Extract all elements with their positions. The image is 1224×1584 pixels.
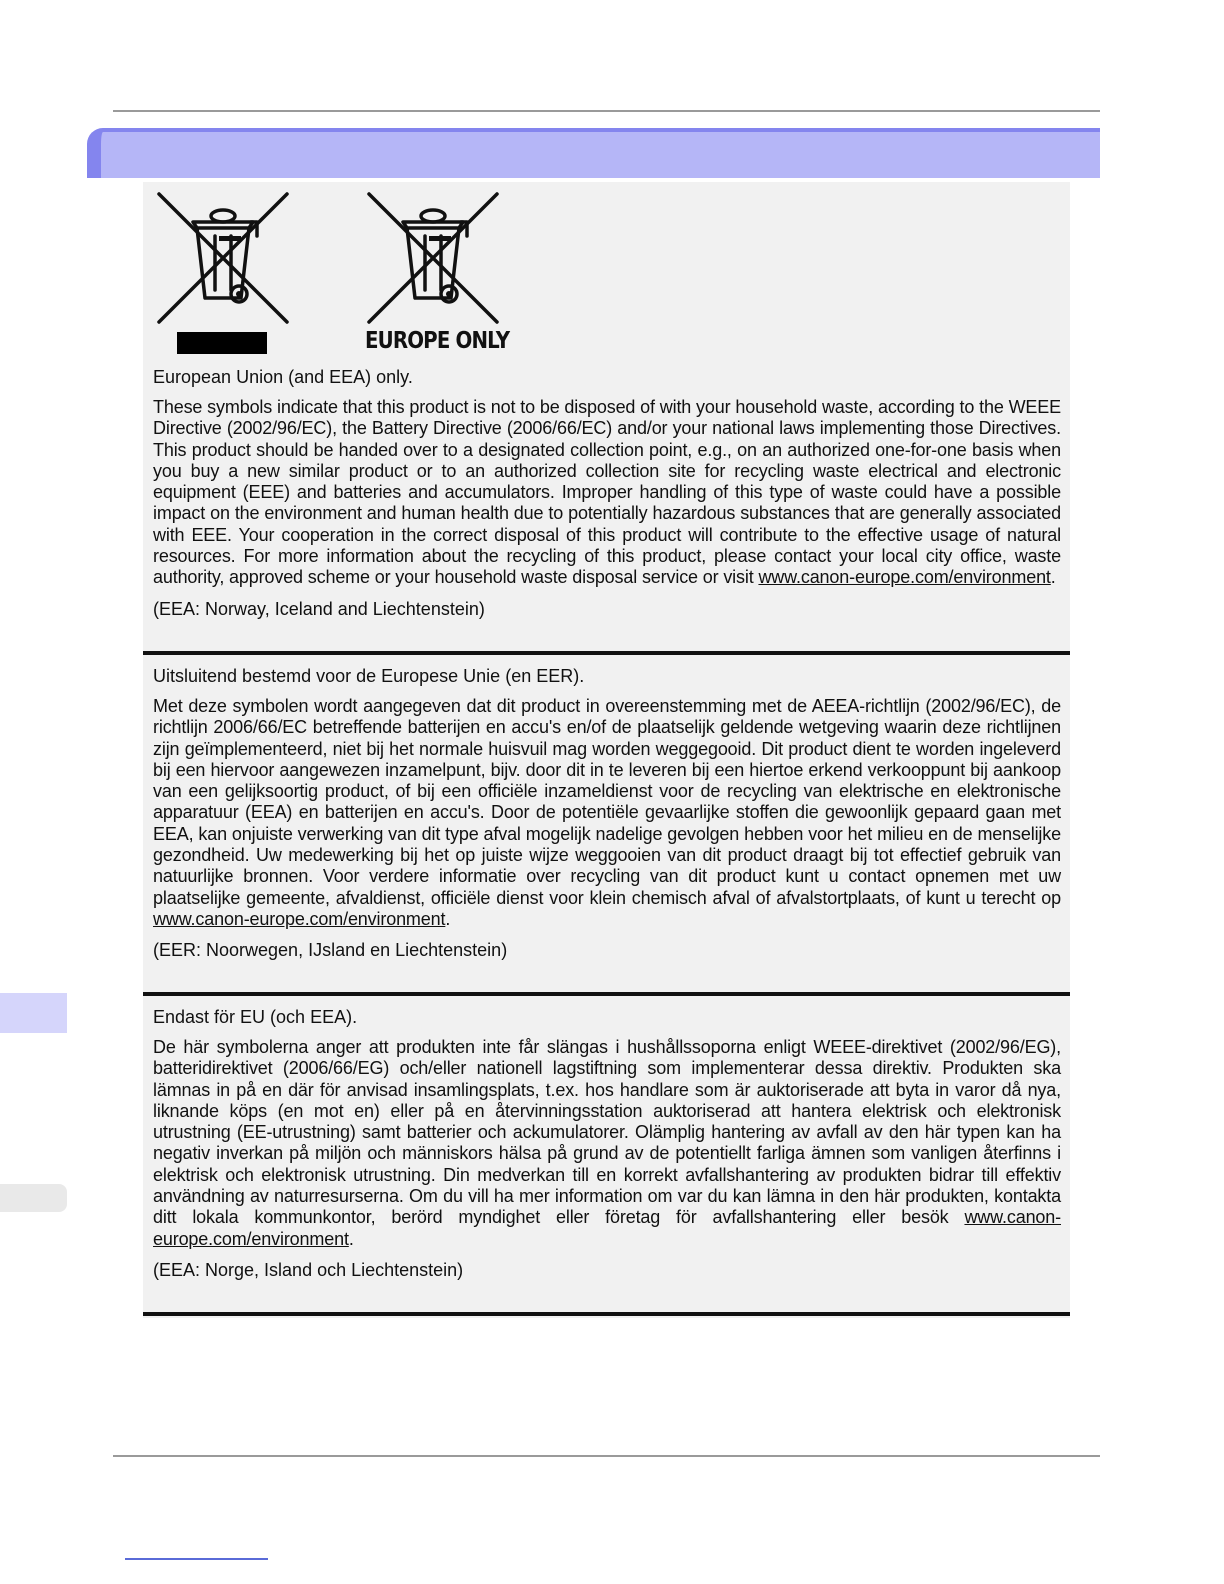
notice-title: European Union (and EEA) only.: [153, 367, 413, 387]
notice-swedish: [143, 1005, 1070, 1282]
crossed-out-bin-icon: [363, 188, 503, 328]
section-side-tab[interactable]: [0, 1184, 67, 1212]
section-divider: [143, 651, 1070, 655]
notice-dutch: [143, 664, 1070, 962]
notice-title: Uitsluitend bestemd voor de Europese Unie (en EER).: [153, 666, 585, 686]
notice-body: De här symbolerna anger att produkten inte får slängas i hushållssoporna enligt WEEE-direktivet (2002/96/EG), batteridirektivet (2006/66/EG) och/eller nationell lagstiftning som implementerar dessa direktiv. Produkten ska lämnas in på en där för anvisad insamlingsplats, t.ex. hos handlare som är auktoriserade att byta in varor då nya, liknande köps (en mot en) eller på en återvinningsstation auktoriserad att hantera elektrisk och elektronisk utrustning (EE-utrustning) samt batterier och ackumulatorer. Olämplig hantering av avfall av den här typen kan ha negativ inverkan på miljön och människors hälsa på grund av de potentiellt farliga ämnen som vanligen återfinns i elektrisk och elektronisk utrustning. Din medverkan till en korrekt avfallshantering av produkten bidrar till effektiv användning av naturresurserna. Om du vill ha mer information om var du kan lämna in den här produkten, kontakta ditt lokala kommunkontor, berörd myndighet eller företag för avfallshantering eller besök www.canon-europe.com/environment.: [153, 1037, 1061, 1249]
notice-eea-note: (EEA: Norge, Island och Liechtenstein): [153, 1259, 464, 1280]
section-header-bar: [87, 128, 1100, 178]
section-divider: [143, 1312, 1070, 1316]
notice-english: [143, 365, 1070, 621]
black-bar-symbol: [177, 332, 267, 354]
notice-eea-note: (EEA: Norway, Iceland and Liechtenstein): [153, 598, 485, 619]
notice-body: These symbols indicate that this product is not to be disposed of with your household waste, according to the WEEE Directive (2002/96/EC), the Battery Directive (2006/66/EC) and/or your national laws implementing those Directives. This product should be handed over to a designated collection point, e.g., on an authorized one-for-one basis when you buy a new similar product or to an authorized collection site for recycling waste electrical and electronic equipment (EEE) and batteries and accumulators. Improper handling of this type of waste could have a possible impact on the environment and human health due to potentially hazardous substances that are generally associated with EEE. Your cooperation in the correct disposal of this product will contribute to the effective usage of natural resources. For more information about the recycling of this product, please contact your local city office, waste authority, approved scheme or your household waste disposal service or visit www.canon-europe.com/environment.: [153, 397, 1061, 588]
notice-body: Met deze symbolen wordt aangegeven dat dit product in overeenstemming met de AEEA-richtlijn (2002/96/EC), de richtlijn 2006/66/EC betreffende batterijen en accu's en/of de plaatselijk geldende wetgeving waarin deze richtlijnen zijn geïmplementeerd, niet bij het normale huisvuil mag worden weggegooid. Dit product dient te worden ingeleverd bij een hiervoor aangewezen inzamelpunt, bijv. door dit in te leveren bij een hiertoe erkend verkooppunt bij aankoop van een gelijksoortig product, of bij een officiële inzameldienst voor de recycling van elektrische en elektronische apparatuur (EEA) en batterijen en accu's. Door de potentiële gevaarlijke stoffen die gewoonlijk gepaard gaan met EEA, kan onjuiste verwerking van dit type afval mogelijk nadelige gevolgen hebben voor het milieu en de menselijke gezondheid. Uw medewerking bij het op juiste wijze weggooien van dit product draagt bij tot effectief gebruik van natuurlijke bronnen. Voor verdere informatie over recycling van dit product kunt u contact opnemen met uw plaatselijke gemeente, afvaldienst, officiële dienst voor klein chemisch afval of afvalstortplaats, of kunt u terecht op www.canon-europe.com/environment.: [153, 696, 1061, 929]
notice-eea-note: (EER: Noorwegen, IJsland en Liechtenstein): [153, 940, 508, 961]
crossed-out-bin-icon: [153, 188, 293, 328]
environment-link[interactable]: www.canon-europe.com/environment: [153, 908, 446, 929]
notice-title: Endast för EU (och EEA).: [153, 1007, 358, 1027]
bottom-rule: [113, 1455, 1100, 1457]
europe-only-label: EUROPE ONLY: [365, 328, 510, 354]
disposal-symbols: [153, 188, 513, 358]
environment-link[interactable]: www.canon-europe.com/environment: [153, 1207, 1061, 1249]
top-rule: [113, 110, 1100, 112]
weee-notice-panel: [143, 182, 1070, 1318]
environment-link[interactable]: www.canon-europe.com/environment: [758, 567, 1051, 588]
footer-link-underline[interactable]: [125, 1558, 268, 1560]
chapter-side-tab[interactable]: [0, 993, 67, 1033]
section-divider: [143, 992, 1070, 996]
